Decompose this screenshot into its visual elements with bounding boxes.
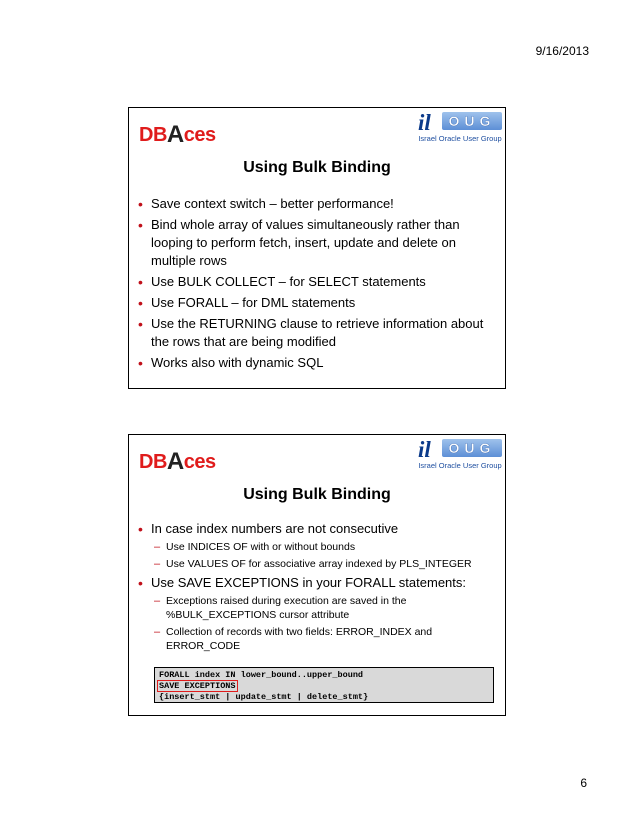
iloug-logo — [416, 437, 504, 471]
code-line: {insert_stmt | update_stmt | delete_stmt} — [159, 692, 369, 702]
sub-bullet-item: – Use VALUES OF for associative array indexed by PLS_INTEGER — [151, 557, 495, 571]
bullet-item: • Use FORALL – for DML statements — [138, 294, 495, 312]
slide-2 — [128, 434, 506, 716]
slide-title: Using Bulk Binding — [243, 159, 391, 176]
bullet-list — [138, 520, 495, 656]
bullet-item: • Use BULK COLLECT – for SELECT statements — [138, 273, 495, 291]
sub-bullet-item: – Collection of records with two fields: ERROR_INDEX and ERROR_CODE — [151, 625, 495, 653]
dbaces-logo — [139, 447, 216, 475]
bullet-item: • Works also with dynamic SQL — [138, 354, 495, 372]
logo-dbaces-a: A — [166, 121, 184, 148]
page-number: 6 — [580, 776, 587, 790]
logo-iloug-tagline: Israel Oracle User Group — [418, 134, 502, 143]
logo-iloug-il: il — [418, 437, 431, 462]
bullet-item: • Save context switch – better performance! — [138, 195, 495, 213]
iloug-logo — [416, 110, 504, 144]
logo-dbaces-ces: ces — [183, 124, 216, 146]
bullet-item — [138, 574, 495, 653]
code-line-highlighted: SAVE EXCEPTIONS — [159, 681, 236, 691]
logo-iloug-oug: OUG — [448, 440, 496, 456]
sub-bullet-list — [151, 594, 495, 653]
logo-dbaces-a: A — [166, 448, 184, 475]
logo-iloug-oug-box — [442, 112, 502, 130]
bullet-item: • Use the RETURNING clause to retrieve information about the rows that are being modified — [138, 315, 495, 351]
sub-bullet-item: – Exceptions raised during execution are saved in the %BULK_EXCEPTIONS cursor attribute — [151, 594, 495, 622]
slide-1 — [128, 107, 506, 389]
bullet-list — [138, 195, 495, 375]
sub-bullet-list — [151, 540, 495, 571]
bullet-text: In case index numbers are not consecutive — [151, 521, 399, 536]
header-date: 9/16/2013 — [535, 44, 589, 58]
logo-iloug-tagline: Israel Oracle User Group — [418, 461, 502, 470]
code-block — [154, 667, 494, 703]
slide-title: Using Bulk Binding — [243, 486, 391, 503]
sub-bullet-item: – Use INDICES OF with or without bounds — [151, 540, 495, 554]
dbaces-logo — [139, 120, 216, 148]
bullet-text: Use SAVE EXCEPTIONS in your FORALL statements: — [151, 575, 466, 590]
logo-dbaces-db: DB — [139, 124, 167, 146]
code-line: FORALL index IN lower_bound..upper_bound — [159, 670, 364, 680]
logo-dbaces-ces: ces — [183, 451, 216, 473]
logo-iloug-oug: OUG — [448, 113, 496, 129]
bullet-item — [138, 520, 495, 571]
logo-dbaces-db: DB — [139, 451, 167, 473]
logo-iloug-il: il — [418, 110, 431, 135]
bullet-item: • Bind whole array of values simultaneously rather than looping to perform fetch, insert, update and delete on multiple rows — [138, 216, 495, 270]
logo-iloug-oug-box — [442, 439, 502, 457]
